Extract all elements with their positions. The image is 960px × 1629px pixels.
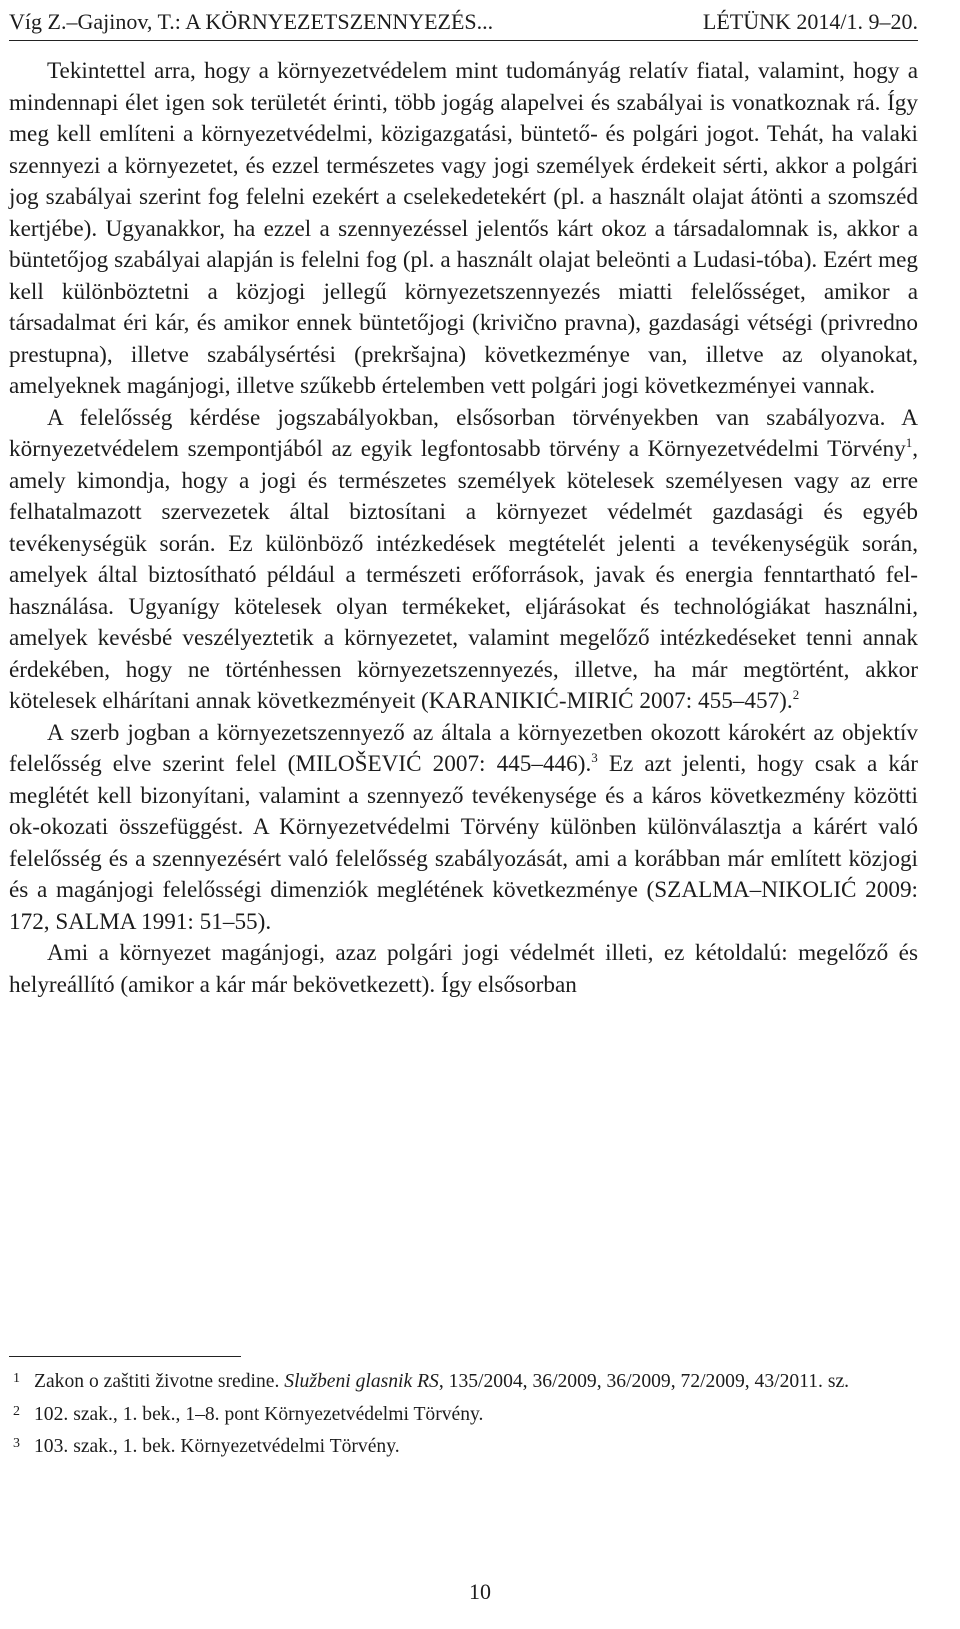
footnote-italic-text: Službeni glasnik RS [284,1371,439,1392]
paragraph-2-text-a: A felelősség kérdése jogszabályokban, elsősorban törvényekben van szabályozva. A környezetvédelem szempontjából az egyik legfontosabb törvény a Környezetvédelmi Törvény [9,404,918,462]
footnote-text-rest: , 135/2004, 36/2009, 36/2009, 72/2009, 43/2011. sz. [438,1371,850,1392]
footnote-text: 103. szak., 1. bek. Környezetvédelmi Törvény. [34,1436,400,1457]
running-header [9,6,918,41]
footnote-number: 2 [13,1403,20,1419]
paragraph-1-text: Tekintettel arra, hogy a környezetvédelem mint tudományág relatív fiatal, valamint, hogy a mindennapi élet igen sok területét érinti, több jogág alapelvei és szabályai is vonatkoznak rá. Így meg kell említeni a környezetvédelmi, közigazgatási, büntető- és polgári jogot. Tehát, ha valaki szennyezi a környezetet, és ezzel természetes vagy jogi személyek érdekeit sérti, akkor a polgári jog szabályai szerint fog felelni ezekért a cselekedetekért (pl. a használt olajat átönti a szomszéd kertjébe). Ugyanakkor, ha ezzel a szennyezéssel jelentős kárt okoz a társadalomnak is, akkor a büntetőjog szabályai alapján is felelni fog (pl. a használt olajat beleönti a Ludasi-tóba). Ezért meg kell különböztetni a közjogi jellegű környezetszennyezés miatti felelősséget, amikor a társadalmat éri kár, és amikor ennek büntetőjogi (krivično pravna), gazdasági vétségi (privredno prestupna), illetve szabálysértési (prekršajna) következménye van, illetve az olyanokat, amelyeknek magánjogi, illetve szűkebb értelemben vett polgári jogi következményei vannak. [9,58,918,399]
paragraph-3-text-b: Ez azt jelenti, hogy csak a kár meglétét kell bizonyítani, valamint a szennyező tevékenysége és a káros következmény közötti ok-okozati összefüggést. A Környezetvédelmi Törvény különben különválasztja a kárért való felelősség és a szennyezésért való felelősség szabályozását, ami a korábban már említett közjogi és a magánjogi felelősségi dimenziók meglétének következménye (SZALMA–NIKOLIĆ 2009: 172, SALMA 1991: 51–55). [9,751,918,935]
footnote-number: 1 [13,1371,20,1386]
header-authors-title: Víg Z.–Gajinov, T.: A KÖRNYEZETSZENNYEZÉS... [9,9,494,34]
footnote-3 [9,1433,918,1462]
body-text [9,56,918,1001]
footnote-text: Zakon o zaštiti životne sredine. [34,1371,285,1392]
page-number: 10 [469,1579,491,1604]
paragraph-3-text-a: A szerb jogban a környezetszennyező az általa a környezetben okozott károkért az objektív felelősség elve szerint felel (MILOŠEVIĆ 2007: 445–446). [9,719,918,777]
footnotes [9,1368,918,1466]
footnote-2 [9,1401,918,1430]
footnote-ref-2: 2 [792,687,800,702]
paragraph-3 [9,718,918,939]
footnote-text: 102. szak., 1. bek., 1–8. pont Környezetvédelmi Törvény. [34,1403,484,1425]
footnote-1 [9,1368,918,1397]
header-journal-citation: LÉTÜNK 2014/1. 9–20. [702,9,918,34]
footnote-separator [9,1356,241,1357]
footnote-ref-1: 1 [905,435,913,450]
paragraph-2 [9,403,918,718]
footnote-ref-3: 3 [591,750,598,765]
paragraph-1 [9,56,918,403]
paragraph-4 [9,938,918,1001]
paragraph-2-text-b: , amely kimondja, hogy a jogi és természetes személyek kötelesek személyesen vagy az erre felhatalmazott szervezetek által biztosítani a környezet védelmét gazdasági és egyéb tevékenységük során. Ez különböző intézkedések megtételét jelenti a tevékenységük során, amelyek által biztosítható például a természeti erőforrások, javak és energia fenntartható felhasználása. Ugyanígy kötelesek olyan termékeket, eljárásokat és technológiákat használni, amelyek kevésbé veszélyeztetik a környezetet, valamint megelőző intézkedéseket tenni annak érdekében, hogy ne történhessen környezetszennyezés, illetve, ha már megtörtént, akkor kötelesek elhárítani annak következményeit (KARANIKIĆ-MIRIĆ 2007: 455–457). [9,436,918,714]
paragraph-4-text: Ami a környezet magánjogi, azaz polgári jogi védelmét illeti, ez kétoldalú: megelőző és helyreállító (amikor a kár már bekövetkezett). Így elsősorban [9,940,918,998]
footnote-number: 3 [13,1436,20,1451]
